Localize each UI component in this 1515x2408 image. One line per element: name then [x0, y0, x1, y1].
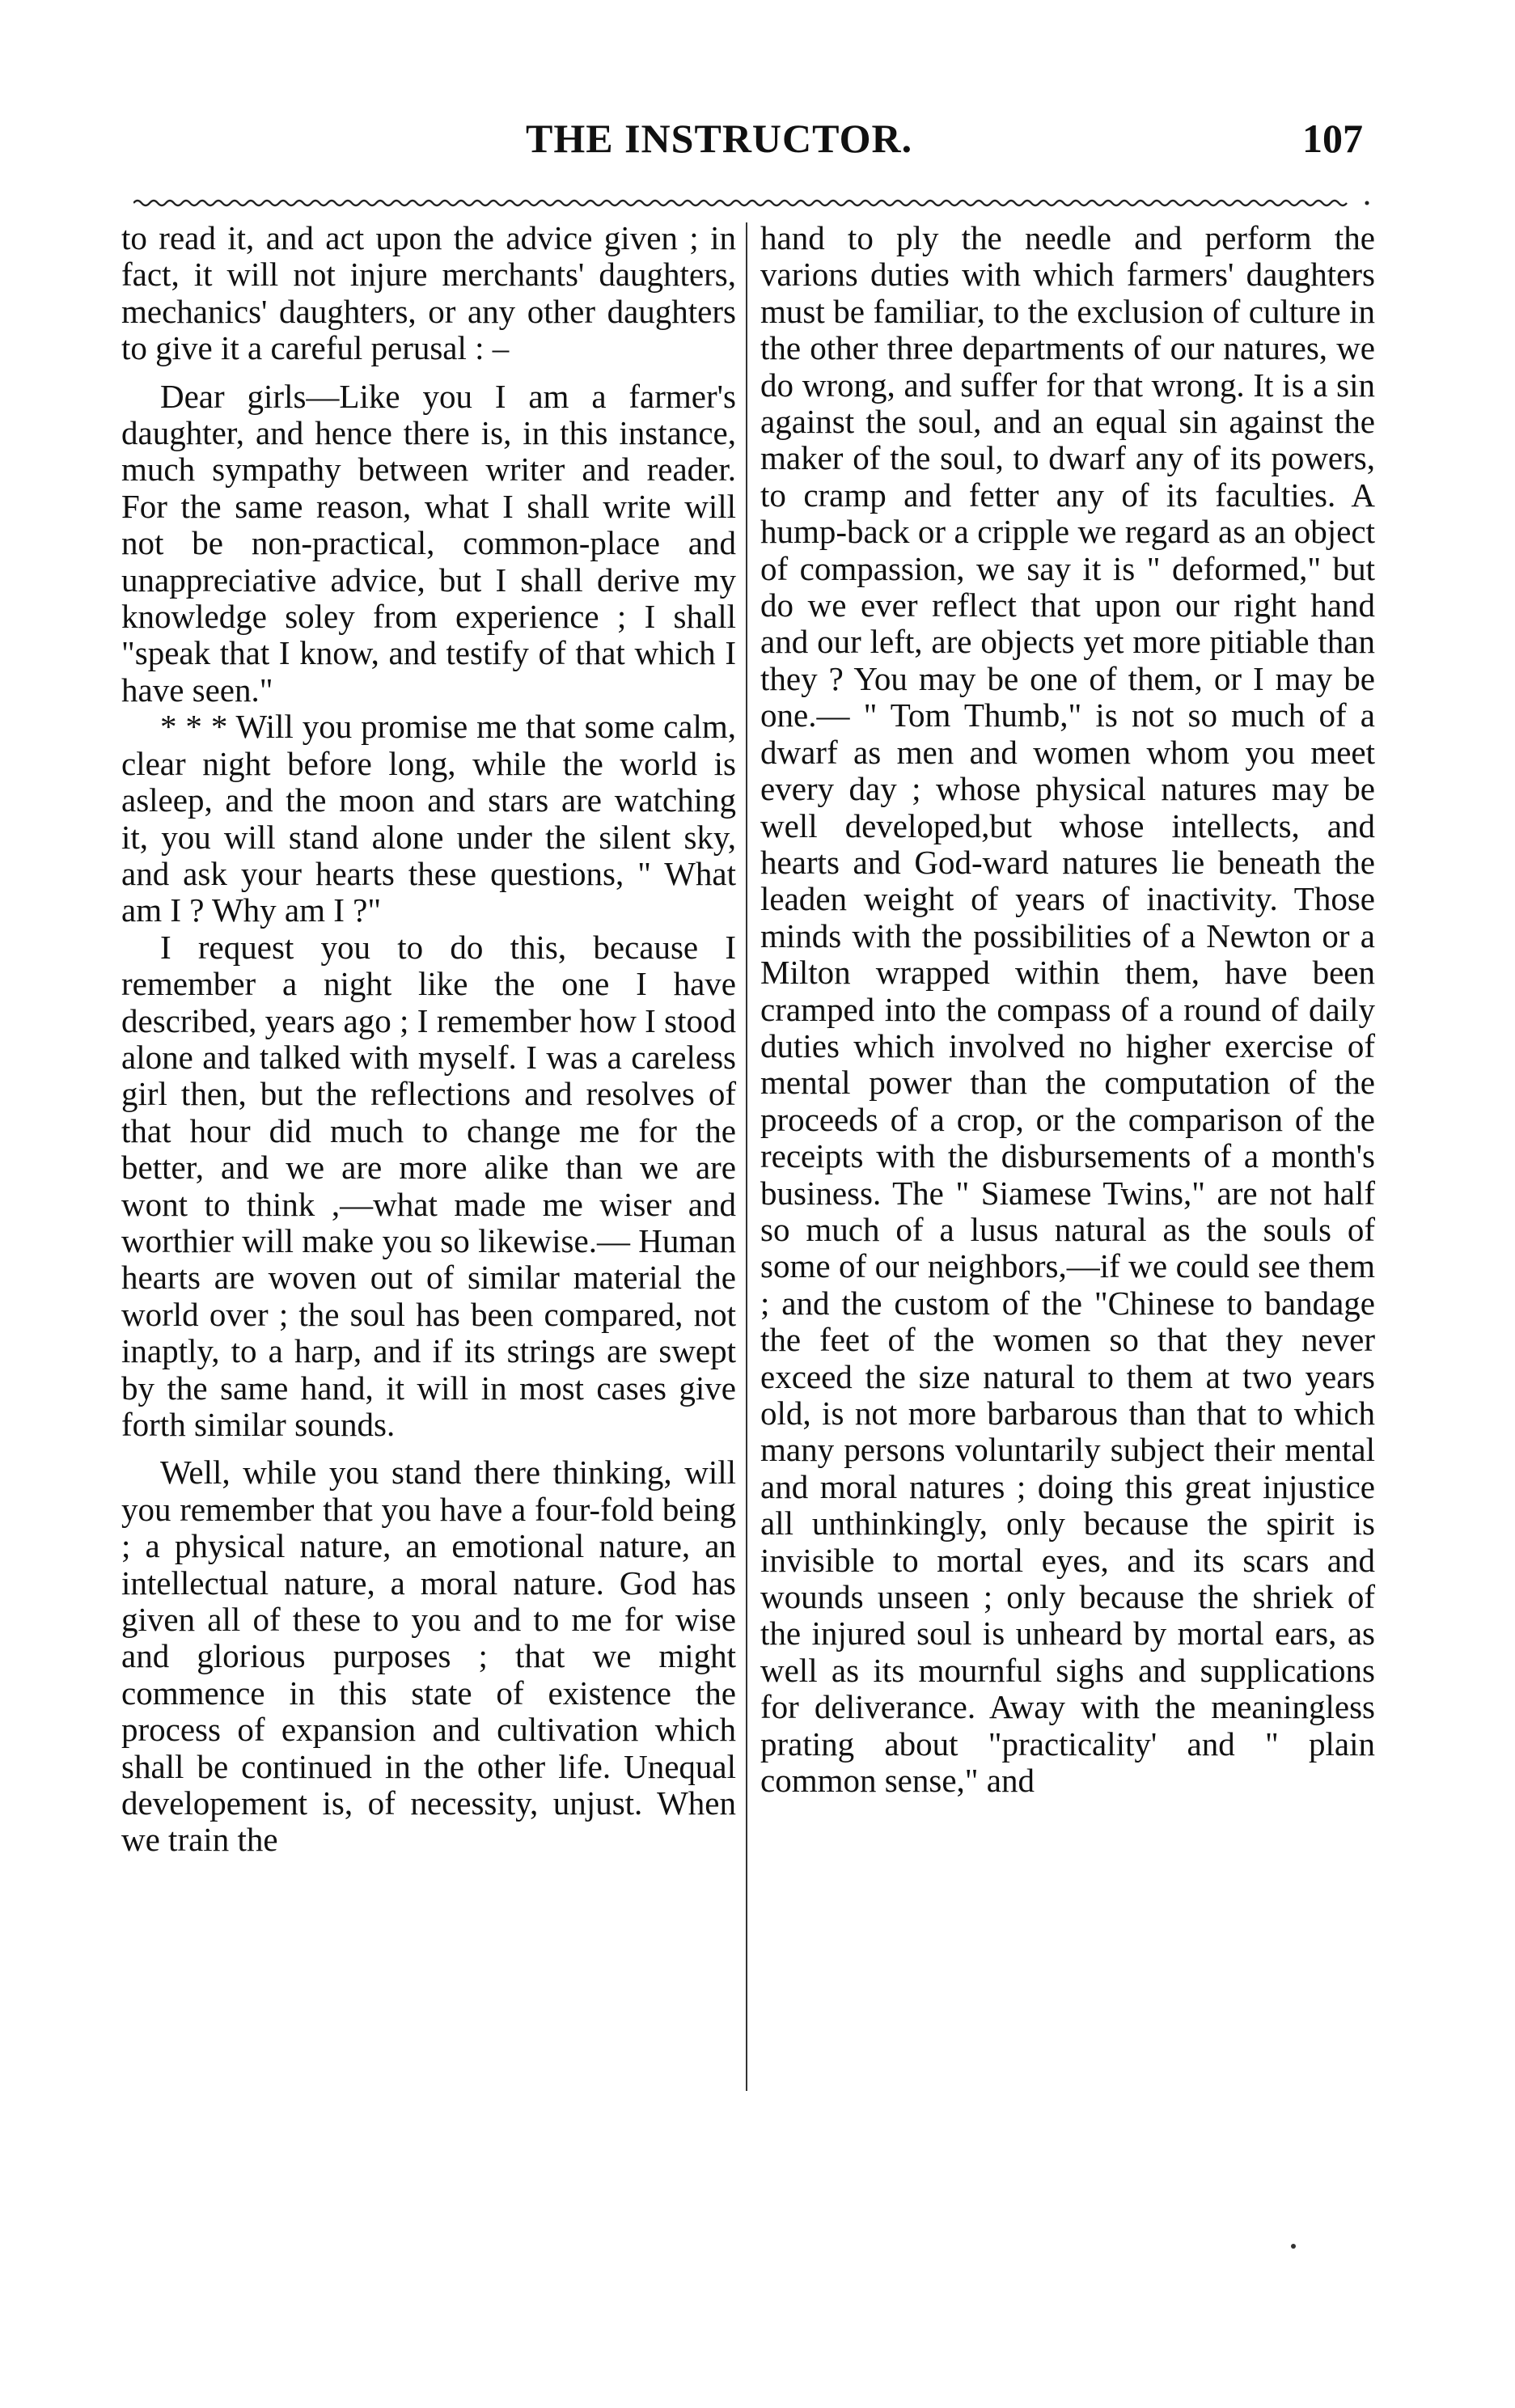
running-title: THE INSTRUCTOR. [526, 116, 913, 161]
wavy-rule-icon [133, 197, 1375, 209]
paragraph: * * * Will you promise me that some calm, clear night before long, while the world is asleep, and the moon and stars are watching it, you will stand alone under the silent sky, and ask your hearts these questions, " What am I ? Why am I ?" [121, 708, 736, 929]
paragraph: Dear girls—Like you I am a farmer's daughter, and hence there is, in this instance, much sympathy between writer and reader. For the same reason, what I shall write will not be non-practical, common-place and unappreciative advice, but I shall derive my knowledge soley from experience ; I shall "speak that I know, and testify of that which I have seen." [121, 377, 736, 709]
page-number: 107 [1302, 116, 1363, 161]
paragraph: hand to ply the needle and perform the varions duties with which farmers' daughters must be familiar, to the exclusion of culture in the other three departments of our natures, we do wrong, and suffer for that wrong. It is a sin against the soul, and an equal sin against the maker of the soul, to dwarf any of its powers, to cramp and fetter any of its faculties. A hump-back or a cripple we regard as an object of compassion, we say it is " deformed," but do we ever reflect that upon our right hand and our left, are objects yet more pitiable than they ? You may be one of them, or I may be one.— " Tom Thumb," is not so much of a dwarf as men and women whom you meet every day ; whose physical natures may be well developed,but whose intellects, and hearts and God-ward natures lie beneath the leaden weight of years of inactivity. Those minds with the possibilities of a Newton or a Milton wrapped within them, have been cramped into the compass of a round of daily duties which involved no higher exercise of mental power than the computation of the proceeds of a crop, or the comparison of the receipts with the disbursements of a month's business. The " Siamese Twins," are not half so much of a lusus natural as the souls of some of our neighbors,—if we could see them ; and the custom of the "Chinese to bandage the feet of the women so that they never exceed the size natural to them at two years old, is not more barbarous than that to which many persons voluntarily subject their mental and moral natures ; doing this great injustice all unthinkingly, only because the spirit is invisible to mortal eyes, and its scars and wounds unseen ; only because the shriek of the injured soul is unheard by mortal ears, as well as its mournful sighs and supplications for deliverance. Away with the meaningless prating about "practicality' and " plain common sense," and [760, 219, 1375, 1800]
print-speck [1291, 2244, 1296, 2249]
right-column [760, 220, 1375, 1799]
paragraph: I request you to do this, because I remember a night like the one I have described, years ago ; I remember how I stood alone and talked with myself. I was a careless girl then, but the reflections and resolves of that hour did much to change me for the better, and we are more alike than we are wont to think ,—what made me wiser and worthier will make you so likewise.— Human hearts are woven out of similar material the world over ; the soul has been compared, not inaptly, to a harp, and if its strings are swept by the same hand, it will in most cases give forth similar sounds. [121, 928, 736, 1443]
paragraph: to read it, and act upon the advice given ; in fact, it will not injure merchants' daughters, mechanics' daughters, or any other daughters to give it a careful perusal : – [121, 219, 736, 367]
ornamental-rule [133, 197, 1375, 209]
column-divider [746, 222, 747, 2091]
paragraph: Well, while you stand there thinking, will you remember that you have a four-fold being ; a physical nature, an emotional nature, an intellectual nature, a moral nature. God has given all of these to you and to me for wise and glorious purposes ; that we might commence in this state of existence the process of expansion and cultivation which shall be continued in the other life. Unequal developement is, of necessity, unjust. When we train the [121, 1454, 736, 1859]
left-column [121, 220, 736, 1859]
page-header [0, 115, 1515, 180]
